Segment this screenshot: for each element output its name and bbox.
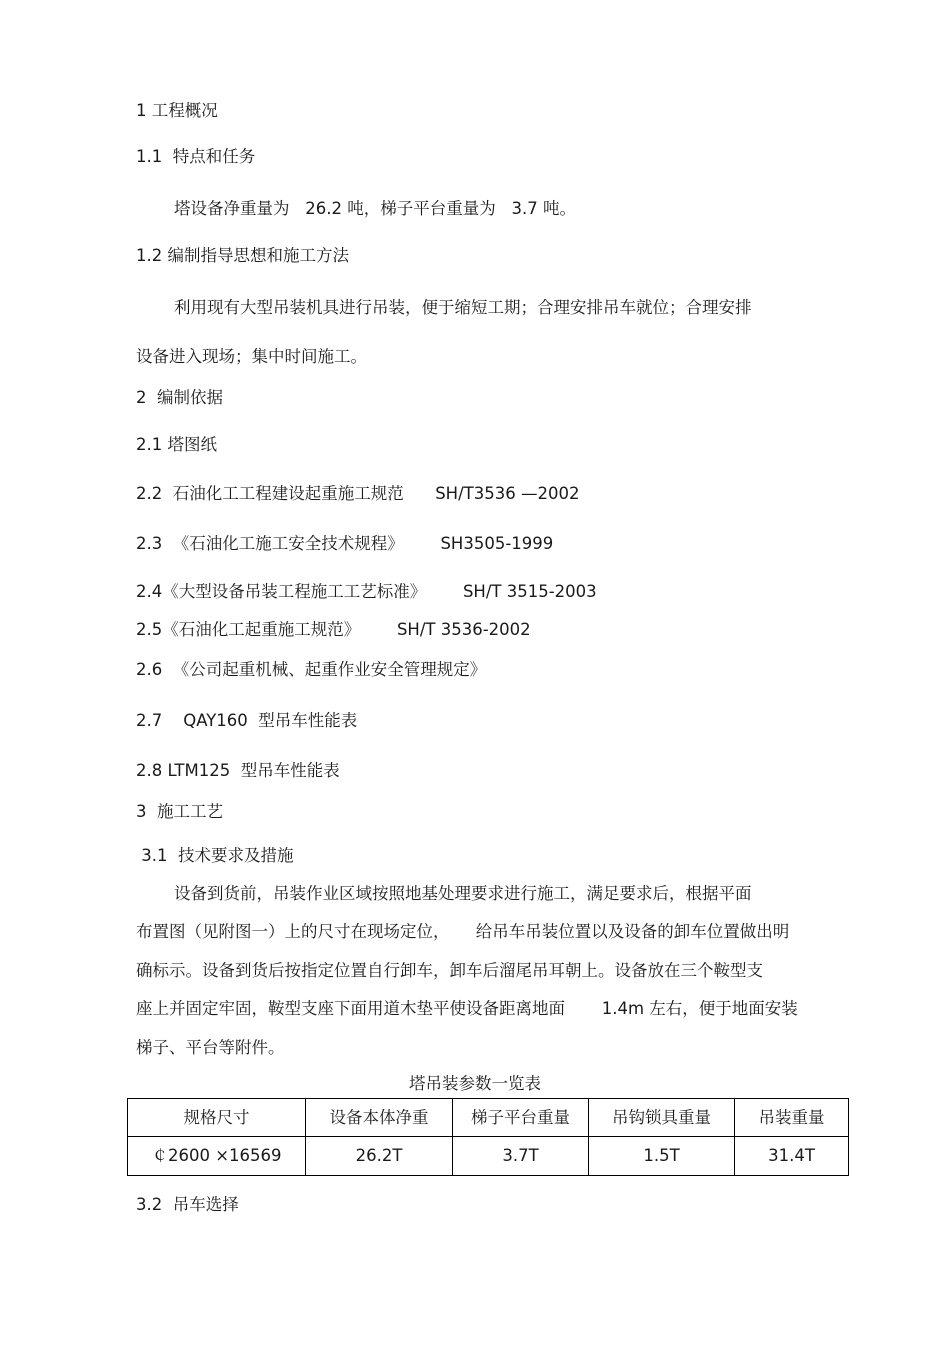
body-text: 设备进入现场；集中时间施工。	[136, 347, 367, 366]
body-text: 布置图（见附图一）上的尺寸在现场定位， 给吊车吊装位置以及设备的卸车位置做出明	[136, 922, 790, 941]
table-header-cell: 吊装重量	[735, 1099, 849, 1137]
reference-item: 2.5《石油化工起重施工规范》 SH/T 3536-2002	[136, 620, 531, 639]
table-header-cell: 吊钩锁具重量	[589, 1099, 735, 1137]
table-cell: 31.4T	[735, 1137, 849, 1176]
body-text: 塔设备净重量为 26.2 吨，梯子平台重量为 3.7 吨。	[174, 199, 576, 218]
table-cell: 1.5T	[589, 1137, 735, 1176]
reference-item: 2.3 《石油化工施工安全技术规程》 SH3505-1999	[136, 534, 554, 553]
heading-1: 1 工程概况	[136, 101, 218, 120]
table-cell: 26.2T	[306, 1137, 453, 1176]
heading-3-1: 3.1 技术要求及措施	[136, 846, 294, 865]
reference-item: 2.2 石油化工工程建设起重施工规范 SH/T3536 —2002	[136, 484, 580, 503]
table-header-cell: 梯子平台重量	[453, 1099, 589, 1137]
reference-item: 2.6 《公司起重机械、起重作业安全管理规定》	[136, 660, 487, 679]
table-header-row	[128, 1099, 849, 1137]
heading-3-2: 3.2 吊车选择	[136, 1195, 239, 1214]
table-caption: 塔吊装参数一览表	[409, 1074, 541, 1093]
body-text: 座上并固定牢固，鞍型支座下面用道木垫平使设备距离地面 1.4m 左右，便于地面安装	[136, 999, 798, 1018]
reference-item: 2.4《大型设备吊装工程施工工艺标准》 SH/T 3515-2003	[136, 582, 597, 601]
reference-item: 2.7 QAY160 型吊车性能表	[136, 711, 358, 730]
body-text: 利用现有大型吊装机具进行吊装，便于缩短工期；合理安排吊车就位；合理安排	[174, 298, 752, 317]
body-text: 确标示。设备到货后按指定位置自行卸车，卸车后溜尾吊耳朝上。设备放在三个鞍型支	[136, 961, 763, 980]
table-row	[128, 1137, 849, 1176]
body-text: 梯子、平台等附件。	[136, 1038, 285, 1057]
reference-item: 2.1 塔图纸	[136, 435, 217, 454]
heading-1-1: 1.1 特点和任务	[136, 147, 256, 166]
table-cell: ￠2600 ×16569	[128, 1137, 306, 1176]
lifting-parameters-table	[127, 1098, 849, 1176]
table-header-cell: 设备本体净重	[306, 1099, 453, 1137]
body-text: 设备到货前，吊装作业区域按照地基处理要求进行施工，满足要求后，根据平面	[174, 884, 752, 903]
table-cell: 3.7T	[453, 1137, 589, 1176]
heading-2: 2 编制依据	[136, 388, 223, 407]
reference-item: 2.8 LTM125 型吊车性能表	[136, 761, 340, 780]
heading-3: 3 施工工艺	[136, 802, 223, 821]
table-header-cell: 规格尺寸	[128, 1099, 306, 1137]
heading-1-2: 1.2 编制指导思想和施工方法	[136, 246, 349, 265]
